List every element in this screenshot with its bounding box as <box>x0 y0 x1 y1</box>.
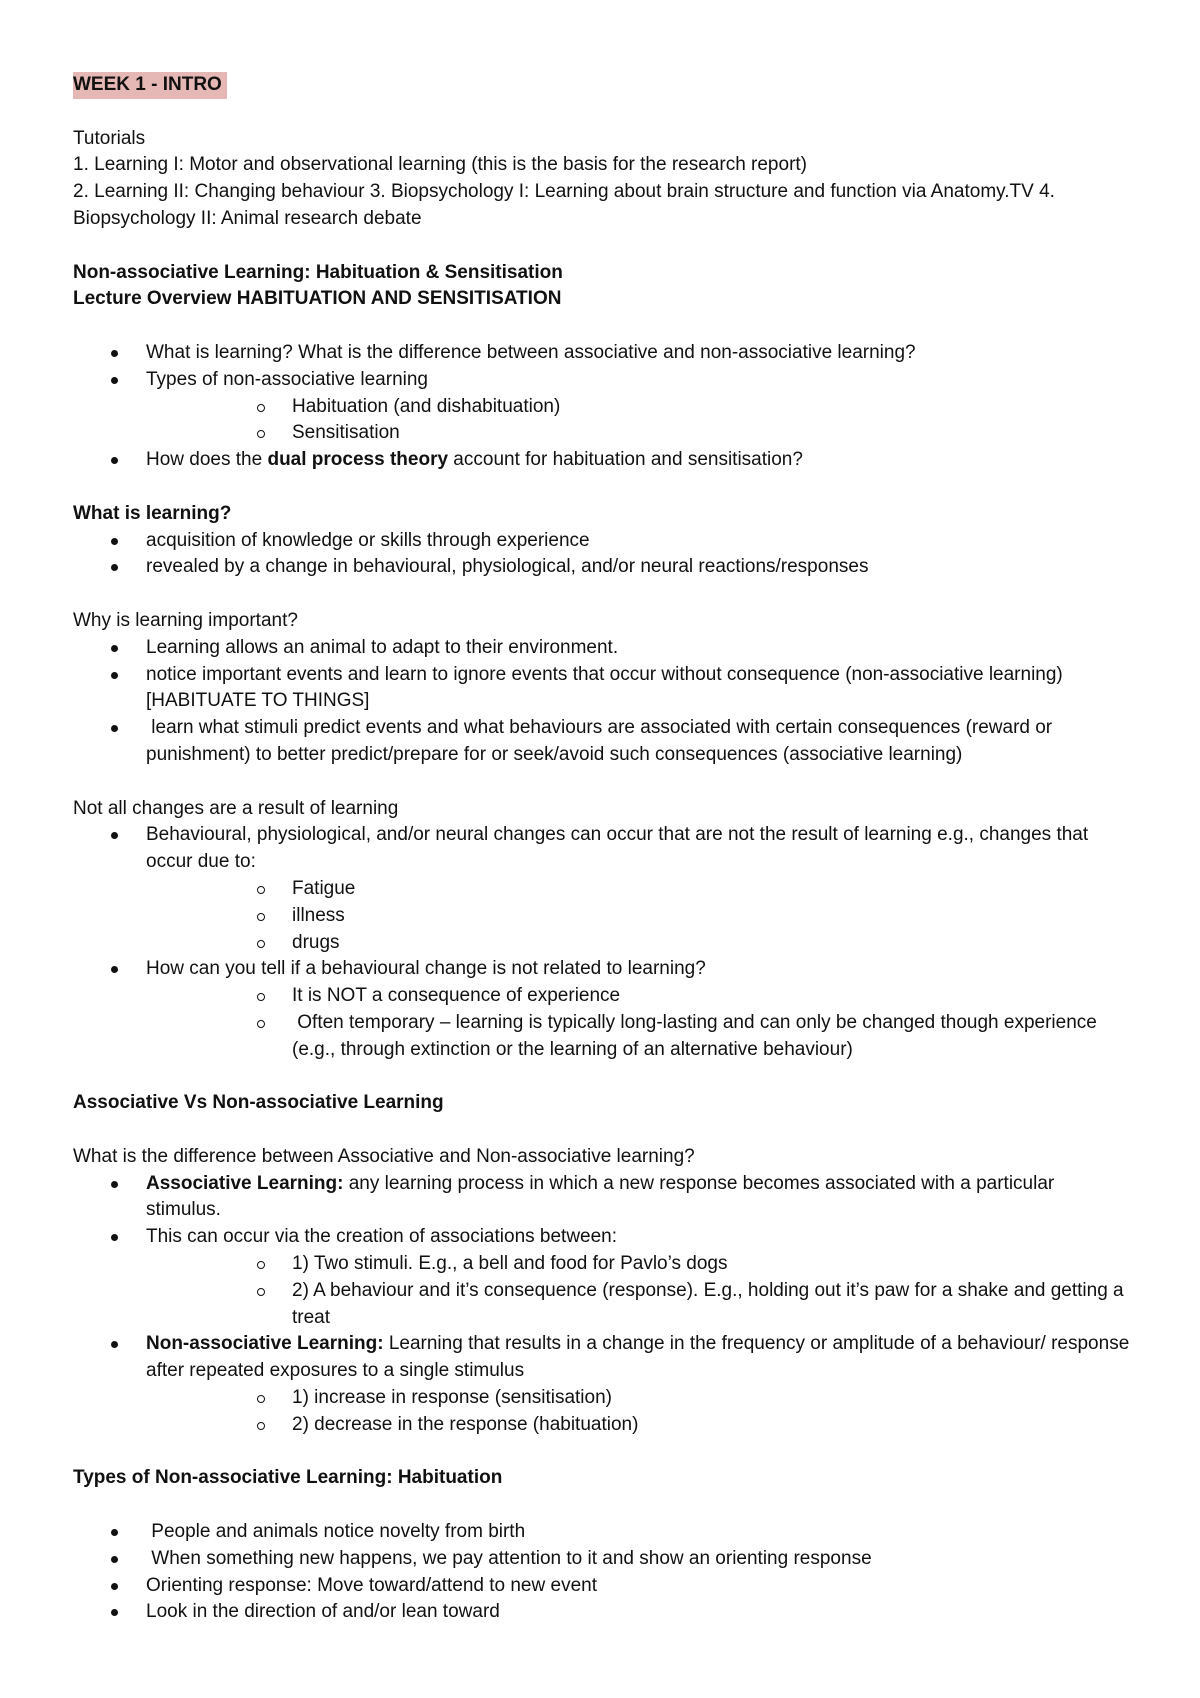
list-item: How can you tell if a behavioural change is not related to learning? It is NOT a consequence of experience Often temporary – learning is typically long-lasting and can only be changed though experience (e.g., through extinction or the learning of an alternative behaviour) <box>73 956 1133 1063</box>
sub-list-item: Often temporary – learning is typically long-lasting and can only be changed though experience (e.g., through extinction or the learning of an alternative behaviour) <box>146 1010 1133 1064</box>
bullet-icon <box>111 1529 118 1536</box>
not-all-heading: Not all changes are a result of learning <box>73 797 399 819</box>
hollow-bullet-icon <box>257 913 265 921</box>
bullet-icon <box>111 377 118 384</box>
section-heading-types: Types of Non-associative Learning: Habituation <box>73 1467 503 1489</box>
list-item: People and animals notice novelty from birth <box>73 1519 1133 1546</box>
hollow-bullet-icon <box>257 1020 265 1028</box>
bullet-icon <box>111 966 118 973</box>
hollow-bullet-icon <box>257 1422 265 1430</box>
why-heading: Why is learning important? <box>73 609 298 631</box>
bullet-icon <box>111 1583 118 1590</box>
tutorials-line-3: Biopsychology II: Animal research debate <box>73 207 422 229</box>
overview-list <box>73 340 1133 474</box>
list-item: What is learning? What is the difference between associative and non-associative learning? <box>73 340 1133 367</box>
sub-list <box>146 1251 1133 1331</box>
sub-list-item: 2) A behaviour and it’s consequence (response). E.g., holding out it’s paw for a shake and getting a treat <box>146 1278 1133 1332</box>
list-item: Types of non-associative learning Habituation (and dishabituation) Sensitisation <box>73 367 1133 447</box>
assoc-list <box>73 1171 1133 1439</box>
list-item: revealed by a change in behavioural, physiological, and/or neural reactions/responses <box>73 554 1133 581</box>
bullet-icon <box>111 1234 118 1241</box>
sub-list-item: Sensitisation <box>146 420 1133 447</box>
tutorials-heading: Tutorials <box>73 127 146 149</box>
section-heading-assoc-vs-non: Associative Vs Non-associative Learning <box>73 1092 444 1114</box>
bullet-icon <box>111 725 118 732</box>
sub-list-item: Fatigue <box>146 876 1133 903</box>
sub-list <box>146 876 1133 956</box>
week-title: WEEK 1 - INTRO <box>73 72 227 99</box>
bullet-icon <box>111 1556 118 1563</box>
section-heading-non-associative: Non-associative Learning: Habituation & Sensitisation <box>73 261 563 283</box>
hollow-bullet-icon <box>257 940 265 948</box>
list-item: learn what stimuli predict events and what behaviours are associated with certain consequences (reward or punishment) to better predict/prepare for or seek/avoid such consequences (associative learning) <box>73 715 1133 769</box>
document-page <box>73 72 1133 1626</box>
list-item: This can occur via the creation of associations between: 1) Two stimuli. E.g., a bell and food for Pavlo’s dogs 2) A behaviour and it’s consequence (response). E.g., holding out it’s paw for a shake and getting a treat <box>73 1224 1133 1331</box>
hollow-bullet-icon <box>257 1261 265 1269</box>
sub-list <box>146 394 1133 448</box>
list-item: When something new happens, we pay attention to it and show an orienting response <box>73 1546 1133 1573</box>
assoc-question: What is the difference between Associative and Non-associative learning? <box>73 1145 695 1167</box>
sub-list <box>146 1385 1133 1439</box>
bullet-icon <box>111 1609 118 1616</box>
bullet-icon <box>111 564 118 571</box>
sub-list-item: drugs <box>146 930 1133 957</box>
list-item: acquisition of knowledge or skills through experience <box>73 528 1133 555</box>
sub-list-item: illness <box>146 903 1133 930</box>
tutorials-line-1: 1. Learning I: Motor and observational learning (this is the basis for the research report) <box>73 154 807 176</box>
sub-list-item: Habituation (and dishabituation) <box>146 394 1133 421</box>
bullet-icon <box>111 1341 118 1348</box>
hollow-bullet-icon <box>257 886 265 894</box>
bullet-icon <box>111 645 118 652</box>
what-is-learning-list <box>73 528 1133 582</box>
list-item: Orienting response: Move toward/attend to new event <box>73 1573 1133 1600</box>
section-heading-what-is-learning: What is learning? <box>73 502 232 524</box>
week-title-line <box>73 72 1133 99</box>
sub-list <box>146 983 1133 1063</box>
hollow-bullet-icon <box>257 1288 265 1296</box>
sub-list-item: 1) increase in response (sensitisation) <box>146 1385 1133 1412</box>
list-item: Learning allows an animal to adapt to their environment. <box>73 635 1133 662</box>
tutorials-line-2: 2. Learning II: Changing behaviour 3. Biopsychology I: Learning about brain structure and function via Anatomy.TV 4. <box>73 181 1055 203</box>
bullet-icon <box>111 538 118 545</box>
sub-list-item: 1) Two stimuli. E.g., a bell and food for Pavlo’s dogs <box>146 1251 1133 1278</box>
why-list <box>73 635 1133 769</box>
list-item: Associative Learning: any learning process in which a new response becomes associated with a particular stimulus. <box>73 1171 1133 1225</box>
bullet-icon <box>111 1181 118 1188</box>
list-item: How does the dual process theory account for habituation and sensitisation? <box>73 447 1133 474</box>
list-item: notice important events and learn to ignore events that occur without consequence (non-associative learning) [HABITUATE TO THINGS] <box>73 662 1133 716</box>
hollow-bullet-icon <box>257 430 265 438</box>
list-item: Look in the direction of and/or lean toward <box>73 1599 1133 1626</box>
bullet-icon <box>111 832 118 839</box>
section-heading-lecture-overview: Lecture Overview HABITUATION AND SENSITISATION <box>73 288 562 310</box>
types-list <box>73 1519 1133 1626</box>
sub-list-item: 2) decrease in the response (habituation) <box>146 1412 1133 1439</box>
bullet-icon <box>111 350 118 357</box>
hollow-bullet-icon <box>257 1395 265 1403</box>
hollow-bullet-icon <box>257 993 265 1001</box>
bullet-icon <box>111 457 118 464</box>
sub-list-item: It is NOT a consequence of experience <box>146 983 1133 1010</box>
not-all-list <box>73 822 1133 1063</box>
list-item: Behavioural, physiological, and/or neural changes can occur that are not the result of learning e.g., changes that occur due to: Fatigue illness drugs <box>73 822 1133 956</box>
bullet-icon <box>111 672 118 679</box>
list-item: Non-associative Learning: Learning that results in a change in the frequency or amplitude of a behaviour/ response after repeated exposures to a single stimulus 1) increase in response (sensitisation) 2) decrease in the response (habituation) <box>73 1331 1133 1438</box>
hollow-bullet-icon <box>257 404 265 412</box>
